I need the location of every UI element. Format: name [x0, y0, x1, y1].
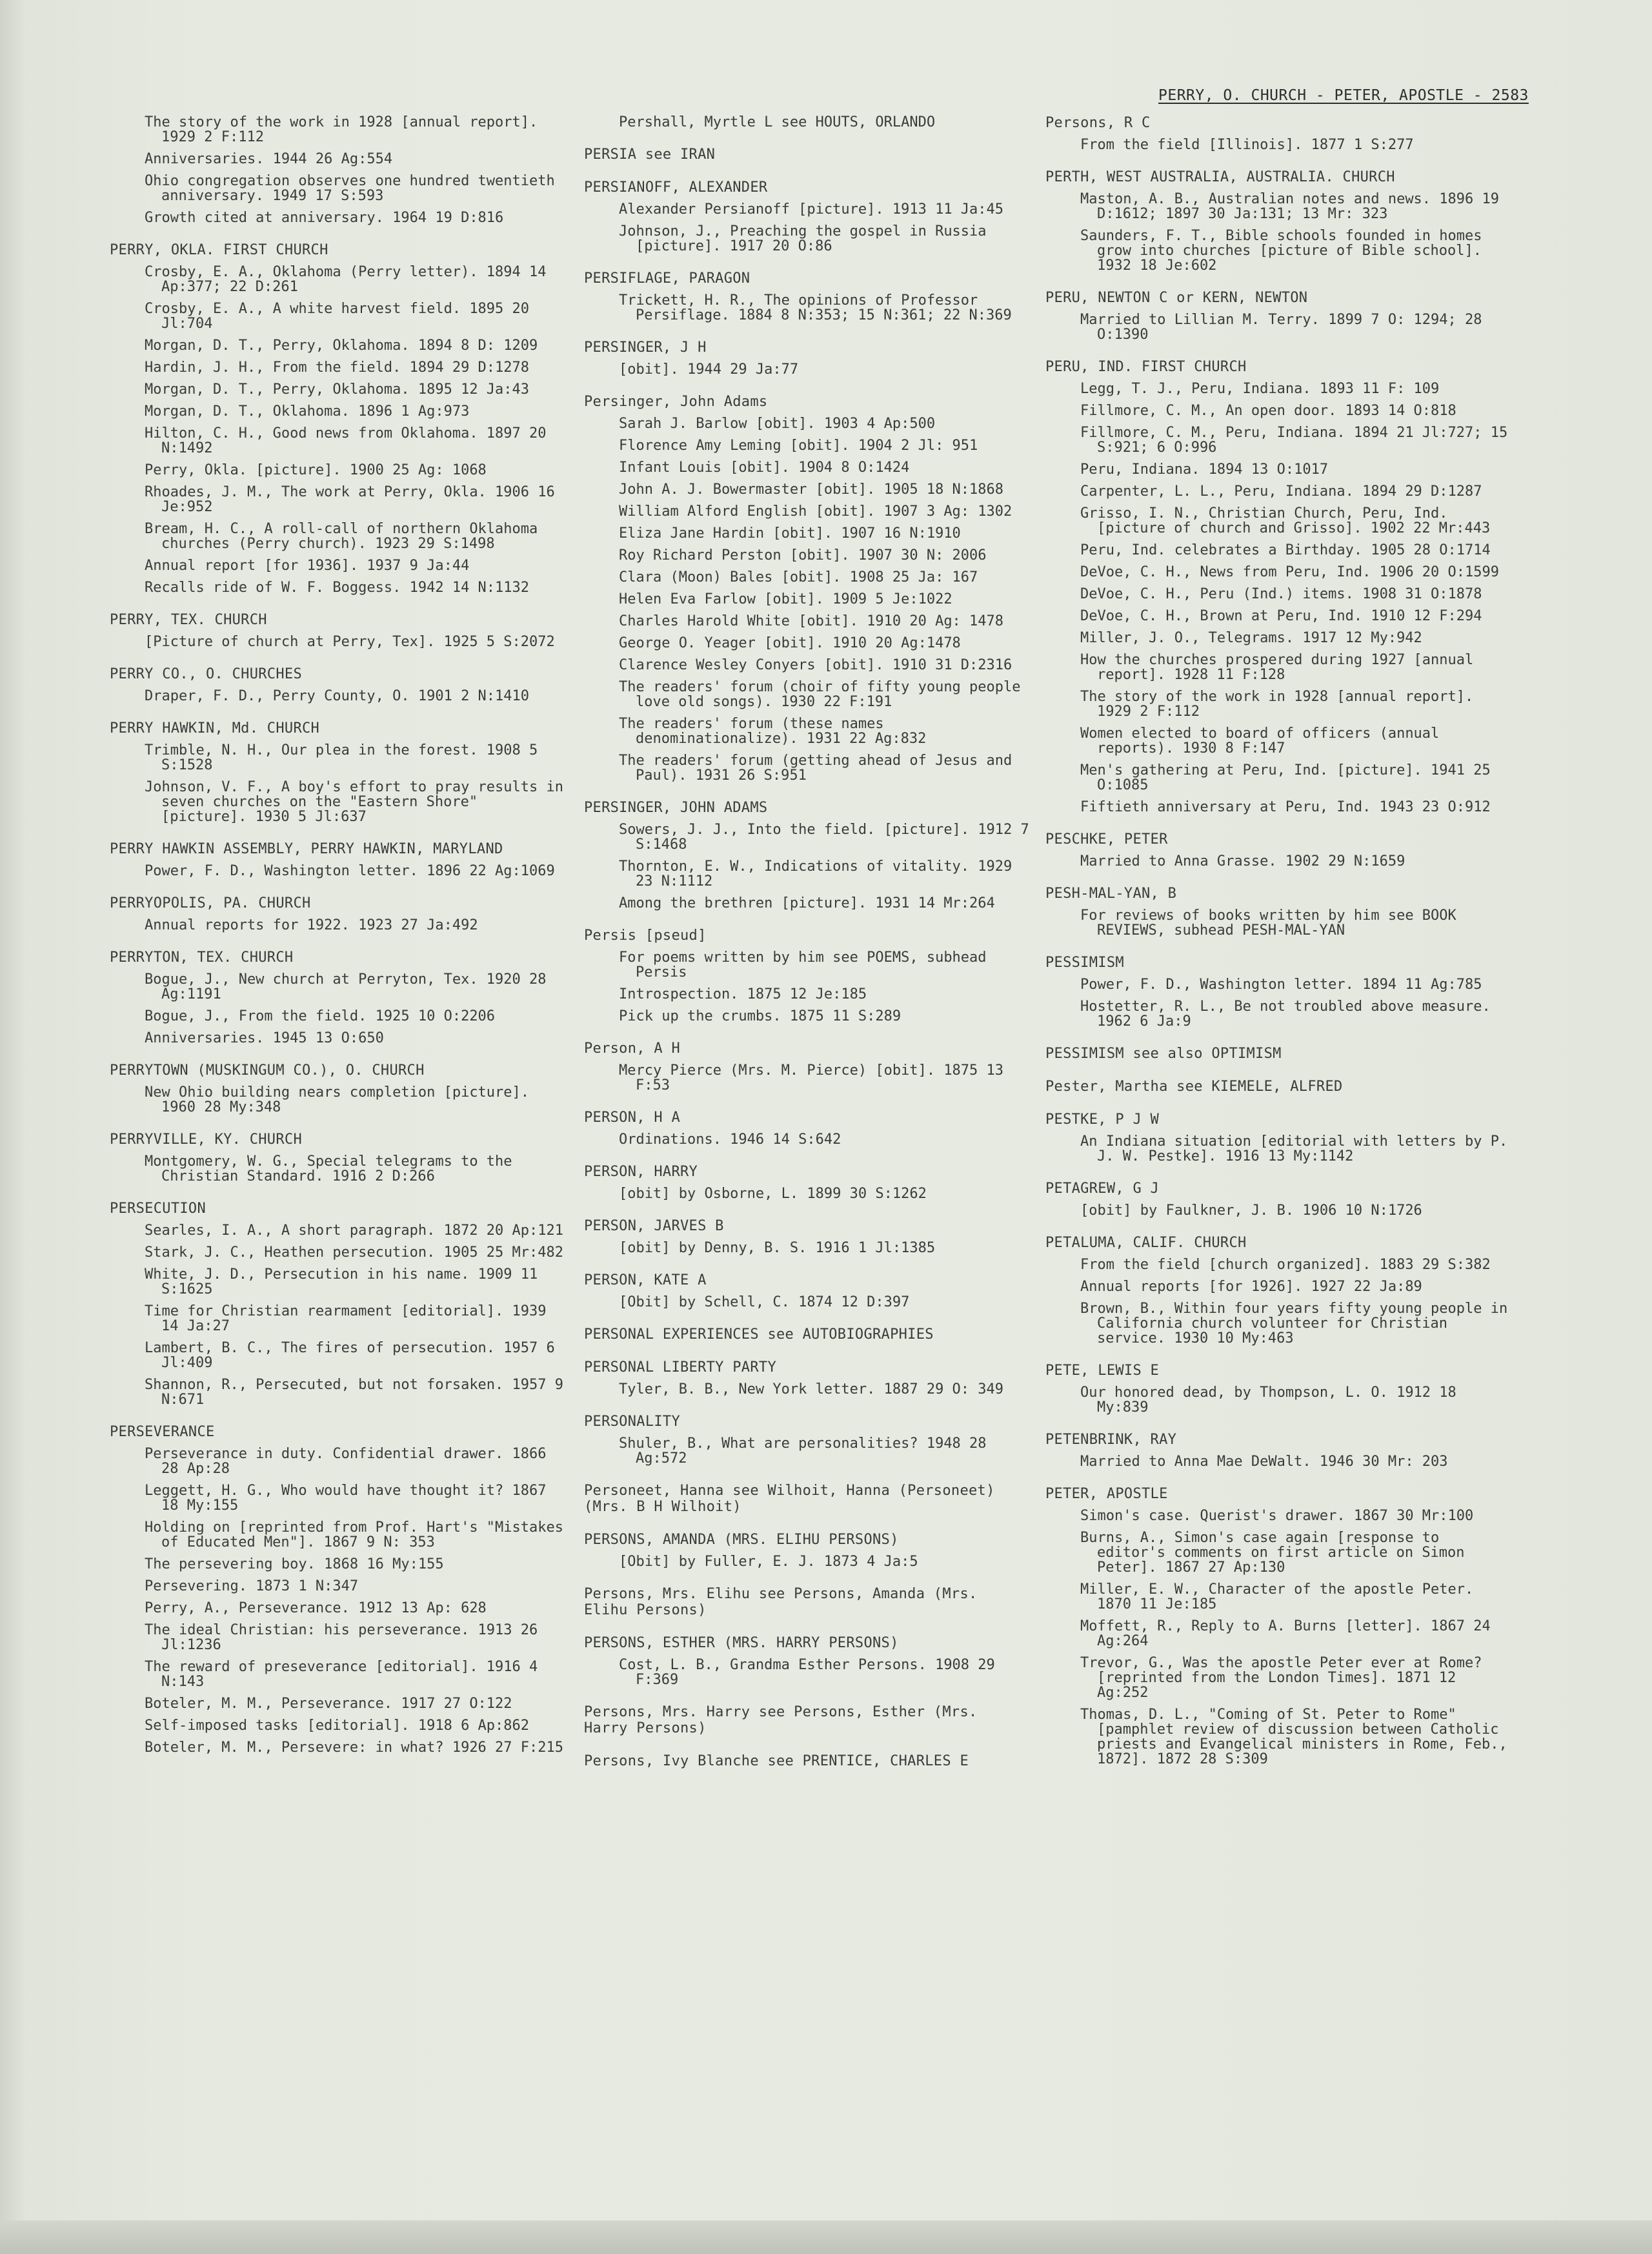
index-item: Anniversaries. 1944 26 Ag:554 [145, 151, 393, 167]
index-item: The story of the work in 1928 [annual report]. 1929 2 F:112 [1080, 689, 1474, 720]
index-entry [110, 115, 565, 225]
index-item: [Picture of church at Perry, Tex]. 1925 5 S:2072 [145, 634, 555, 650]
index-column-3 [1045, 115, 1510, 1774]
index-item: Self-imposed tasks [editorial]. 1918 6 Ap:862 [145, 1718, 530, 1734]
index-item: Boteler, M. M., Persevere: in what? 1926 27 F:215 [145, 1740, 564, 1756]
index-heading: PERRY HAWKIN ASSEMBLY, PERRY HAWKIN, MARYLAND [110, 841, 503, 857]
index-item: Pershall, Myrtle L see HOUTS, ORLANDO [619, 114, 936, 130]
index-item: Boteler, M. M., Perseverance. 1917 27 O:122 [145, 1696, 512, 1712]
index-item: The ideal Christian: his perseverance. 1913 26 Jl:1236 [145, 1622, 538, 1653]
index-entry [1045, 1181, 1510, 1218]
index-item: Rhoades, J. M., The work at Perry, Okla. 1906 16 Je:952 [145, 484, 555, 515]
index-item: Annual reports for 1922. 1923 27 Ja:492 [145, 917, 478, 933]
index-item: [Obit] by Schell, C. 1874 12 D:397 [619, 1294, 910, 1310]
index-heading: PETAGREW, G J [1045, 1181, 1160, 1197]
index-heading: Persons, Ivy Blanche see PRENTICE, CHARLES E [584, 1753, 969, 1769]
index-heading: PERSONAL EXPERIENCES see AUTOBIOGRAPHIES [584, 1326, 934, 1343]
running-head: PERRY, O. CHURCH - PETER, APOSTLE - 2583 [1158, 87, 1529, 104]
index-heading: PETE, LEWIS E [1045, 1363, 1160, 1379]
index-item: Draper, F. D., Perry County, O. 1901 2 N:1410 [145, 688, 530, 704]
index-item: [obit]. 1944 29 Ja:77 [619, 361, 799, 378]
index-entry [584, 1532, 1029, 1569]
index-entry [1045, 169, 1510, 273]
index-item: Sowers, J. J., Into the field. [picture]. 1912 7 S:1468 [619, 822, 1029, 853]
index-entry [1045, 831, 1510, 869]
index-heading: PESSIMISM [1045, 955, 1124, 971]
index-item: Power, F. D., Washington letter. 1896 22 Ag:1069 [145, 863, 555, 879]
index-entry [1045, 886, 1510, 938]
index-entry [110, 1132, 565, 1184]
index-heading: PERSEVERANCE [110, 1424, 215, 1440]
index-entry [584, 1041, 1029, 1093]
index-item: DeVoe, C. H., Peru (Ind.) items. 1908 31 O:1878 [1080, 586, 1482, 602]
index-entry [584, 1635, 1029, 1687]
index-entry [110, 949, 565, 1046]
index-heading: PERSON, HARRY [584, 1164, 698, 1180]
index-entry [584, 1326, 1029, 1343]
index-heading: PERRYOPOLIS, PA. CHURCH [110, 895, 311, 911]
index-item: Saunders, F. T., Bible schools founded in homes grow into churches [picture of Bible school]. 1932 18 Je:602 [1080, 228, 1482, 274]
index-item: Lambert, B. C., The fires of persecution. 1957 6 Jl:409 [145, 1340, 555, 1371]
index-item: Recalls ride of W. F. Boggess. 1942 14 N:1132 [145, 580, 530, 596]
index-item: Our honored dead, by Thompson, L. O. 1912 18 My:839 [1080, 1385, 1456, 1416]
index-heading: PERSON, H A [584, 1110, 680, 1126]
index-item: Simon's case. Querist's drawer. 1867 30 Mr:100 [1080, 1508, 1474, 1524]
index-entry [584, 1753, 1029, 1769]
index-item: Bream, H. C., A roll-call of northern Oklahoma churches (Perry church). 1923 29 S:1498 [145, 521, 538, 552]
index-entry [584, 270, 1029, 323]
index-entry [584, 1704, 1029, 1736]
index-entry [584, 1110, 1029, 1147]
index-heading: PERRYTON, TEX. CHURCH [110, 949, 294, 966]
index-item: Peru, Indiana. 1894 13 O:1017 [1080, 462, 1329, 478]
index-item: From the field [Illinois]. 1877 1 S:277 [1080, 137, 1414, 153]
index-entry [1045, 955, 1510, 1029]
index-item: Grisso, I. N., Christian Church, Peru, Ind. [picture of church and Grisso]. 1902 22 Mr:443 [1080, 505, 1491, 536]
index-item: DeVoe, C. H., News from Peru, Ind. 1906 20 O:1599 [1080, 564, 1500, 580]
index-item: Maston, A. B., Australian notes and news. 1896 19 D:1612; 1897 30 Ja:131; 13 Mr: 323 [1080, 191, 1500, 222]
index-item: Crosby, E. A., Oklahoma (Perry letter). 1894 14 Ap:377; 22 D:261 [145, 264, 547, 295]
index-item: Morgan, D. T., Perry, Oklahoma. 1894 8 D: 1209 [145, 338, 538, 354]
index-item: Shuler, B., What are personalities? 1948 28 Ag:572 [619, 1436, 987, 1467]
index-item: Johnson, J., Preaching the gospel in Russia [picture]. 1917 20 O:86 [619, 223, 987, 254]
index-heading: PERSECUTION [110, 1201, 206, 1217]
index-item: Miller, E. W., Character of the apostle Peter. 1870 11 Je:185 [1080, 1581, 1474, 1612]
index-item: [obit] by Denny, B. S. 1916 1 Jl:1385 [619, 1240, 936, 1256]
index-item: Trimble, N. H., Our plea in the forest. 1908 5 S:1528 [145, 742, 538, 773]
index-item: Alexander Persianoff [picture]. 1913 11 Ja:45 [619, 201, 1004, 218]
index-heading: PERSIANOFF, ALEXANDER [584, 179, 768, 196]
index-entry [584, 394, 1029, 783]
index-item: The readers' forum (getting ahead of Jesus and Paul). 1931 26 S:951 [619, 753, 1012, 784]
index-item: Trickett, H. R., The opinions of Professor Persiflage. 1884 8 N:353; 15 N:361; 22 N:369 [619, 292, 1012, 323]
index-entry [110, 841, 565, 878]
index-heading: PERTH, WEST AUSTRALIA, AUSTRALIA. CHURCH [1045, 169, 1395, 185]
index-entry [1045, 1432, 1510, 1469]
index-item: Mercy Pierce (Mrs. M. Pierce) [obit]. 1875 13 F:53 [619, 1062, 1004, 1093]
index-item: Holding on [reprinted from Prof. Hart's "Mistakes of Educated Men"]. 1867 9 N: 353 [145, 1519, 564, 1550]
index-item: The persevering boy. 1868 16 My:155 [145, 1556, 444, 1572]
index-entry [584, 1359, 1029, 1397]
index-item: Perseverance in duty. Confidential drawer. 1866 28 Ap:28 [145, 1446, 547, 1477]
index-item: An Indiana situation [editorial with letters by P. J. W. Pestke]. 1916 13 My:1142 [1080, 1133, 1508, 1164]
index-item: Among the brethren [picture]. 1931 14 Mr:264 [619, 895, 995, 911]
index-item: Morgan, D. T., Perry, Oklahoma. 1895 12 Ja:43 [145, 381, 530, 398]
index-item: Married to Anna Grasse. 1902 29 N:1659 [1080, 853, 1405, 869]
index-heading: PERRYVILLE, KY. CHURCH [110, 1132, 302, 1148]
index-item: George O. Yeager [obit]. 1910 20 Ag:1478 [619, 635, 961, 651]
index-item: How the churches prospered during 1927 [annual report]. 1928 11 F:128 [1080, 652, 1474, 683]
index-entry [584, 147, 1029, 163]
index-heading: PERU, IND. FIRST CHURCH [1045, 359, 1247, 375]
index-entry [1045, 1486, 1510, 1767]
index-item: Annual reports [for 1926]. 1927 22 Ja:89 [1080, 1279, 1422, 1295]
index-entry [1045, 290, 1510, 342]
index-entry [584, 115, 1029, 130]
index-entry [1045, 1046, 1510, 1062]
index-item: Charles Harold White [obit]. 1910 20 Ag: 1478 [619, 613, 1004, 629]
index-heading: PERRY HAWKIN, Md. CHURCH [110, 720, 320, 736]
index-item: Florence Amy Leming [obit]. 1904 2 Jl: 951 [619, 438, 978, 454]
index-item: John A. J. Bowermaster [obit]. 1905 18 N:1868 [619, 482, 1004, 498]
index-entry [110, 1062, 565, 1115]
index-heading: PESH-MAL-YAN, B [1045, 886, 1177, 902]
index-heading: Persons, Mrs. Elihu see Persons, Amanda (Mrs. Elihu Persons) [584, 1586, 978, 1618]
index-entry [1045, 1235, 1510, 1346]
index-heading: PERRYTOWN (MUSKINGUM CO.), O. CHURCH [110, 1062, 425, 1079]
index-entry [1045, 1112, 1510, 1164]
index-item: Crosby, E. A., A white harvest field. 1895 20 Jl:704 [145, 301, 530, 332]
index-heading: PETALUMA, CALIF. CHURCH [1045, 1235, 1247, 1251]
index-heading: PERSONALITY [584, 1414, 680, 1430]
index-heading: PERSINGER, J H [584, 340, 707, 356]
index-item: Sarah J. Barlow [obit]. 1903 4 Ap:500 [619, 416, 936, 432]
index-item: New Ohio building nears completion [picture]. 1960 28 My:348 [145, 1084, 530, 1115]
index-item: The reward of preseverance [editorial]. 1916 4 N:143 [145, 1659, 538, 1690]
index-item: Growth cited at anniversary. 1964 19 D:816 [145, 210, 504, 226]
index-entry [110, 612, 565, 649]
index-column-1 [110, 115, 565, 1762]
index-heading: PERSIA see IRAN [584, 147, 716, 163]
index-item: Montgomery, W. G., Special telegrams to the Christian Standard. 1916 2 D:266 [145, 1153, 512, 1184]
index-heading: PESSIMISM see also OPTIMISM [1045, 1046, 1282, 1062]
index-item: Power, F. D., Washington letter. 1894 11 Ag:785 [1080, 977, 1482, 993]
index-item: Clarence Wesley Conyers [obit]. 1910 31 D:2316 [619, 657, 1012, 673]
index-entry [584, 928, 1029, 1024]
index-item: [obit] by Faulkner, J. B. 1906 10 N:1726 [1080, 1203, 1422, 1219]
index-item: Anniversaries. 1945 13 O:650 [145, 1030, 384, 1046]
index-entry [584, 1483, 1029, 1515]
index-heading: Persons, Mrs. Harry see Persons, Esther (Mrs. Harry Persons) [584, 1704, 978, 1736]
index-item: Married to Lillian M. Terry. 1899 7 O: 1294; 28 O:1390 [1080, 312, 1482, 343]
index-item: Leggett, H. G., Who would have thought it? 1867 18 My:155 [145, 1483, 547, 1514]
index-heading: Persis [pseud] [584, 928, 707, 944]
index-item: [Obit] by Fuller, E. J. 1873 4 Ja:5 [619, 1554, 918, 1570]
index-heading: Personeet, Hanna see Wilhoit, Hanna (Personeet) (Mrs. B H Wilhoit) [584, 1483, 995, 1515]
index-heading: Pester, Martha see KIEMELE, ALFRED [1045, 1079, 1343, 1095]
index-entry [110, 666, 565, 704]
index-item: Brown, B., Within four years fifty young people in California church volunteer for Christian service. 1930 10 My:463 [1080, 1301, 1508, 1346]
index-item: Miller, J. O., Telegrams. 1917 12 My:942 [1080, 630, 1422, 646]
index-item: Legg, T. J., Peru, Indiana. 1893 11 F: 109 [1080, 381, 1440, 397]
index-item: White, J. D., Persecution in his name. 1909 11 S:1625 [145, 1266, 538, 1297]
index-item: Thornton, E. W., Indications of vitality. 1929 23 N:1112 [619, 858, 1012, 889]
index-heading: PERRY, TEX. CHURCH [110, 612, 267, 628]
index-item: The story of the work in 1928 [annual report]. 1929 2 F:112 [145, 114, 538, 145]
index-entry [1045, 1363, 1510, 1415]
index-item: Stark, J. C., Heathen persecution. 1905 25 Mr:482 [145, 1244, 564, 1261]
index-item: The readers' forum (choir of fifty young people love old songs). 1930 22 F:191 [619, 679, 1021, 710]
index-item: Perry, Okla. [picture]. 1900 25 Ag: 1068 [145, 462, 487, 478]
index-item: Fillmore, C. M., An open door. 1893 14 O:818 [1080, 403, 1456, 419]
index-item: For reviews of books written by him see BOOK REVIEWS, subhead PESH-MAL-YAN [1080, 908, 1456, 939]
index-heading: PERRY, OKLA. FIRST CHURCH [110, 242, 328, 258]
index-item: [obit] by Osborne, L. 1899 30 S:1262 [619, 1186, 927, 1202]
index-item: DeVoe, C. H., Brown at Peru, Ind. 1910 12 F:294 [1080, 608, 1482, 624]
index-item: Burns, A., Simon's case again [response to editor's comments on first article on Simon Peter]. 1867 27 Ap:130 [1080, 1530, 1465, 1576]
index-entry [584, 1218, 1029, 1255]
index-item: Clara (Moon) Bales [obit]. 1908 25 Ja: 167 [619, 569, 978, 585]
index-item: Ohio congregation observes one hundred twentieth anniversary. 1949 17 S:593 [145, 173, 555, 204]
index-heading: PERSONAL LIBERTY PARTY [584, 1359, 776, 1376]
index-entry [584, 340, 1029, 377]
index-item: Pick up the crumbs. 1875 11 S:289 [619, 1008, 902, 1024]
index-item: Hostetter, R. L., Be not troubled above measure. 1962 6 Ja:9 [1080, 999, 1491, 1030]
index-item: Persevering. 1873 1 N:347 [145, 1578, 359, 1594]
index-heading: PERSONS, AMANDA (MRS. ELIHU PERSONS) [584, 1532, 899, 1548]
index-item: Introspection. 1875 12 Je:185 [619, 986, 867, 1002]
index-item: The readers' forum (these names denominationalize). 1931 22 Ag:832 [619, 716, 927, 747]
index-item: Cost, L. B., Grandma Esther Persons. 1908 29 F:369 [619, 1657, 995, 1688]
index-entry [1045, 115, 1510, 152]
index-item: Fillmore, C. M., Peru, Indiana. 1894 21 Jl:727; 15 S:921; 6 O:996 [1080, 425, 1508, 456]
index-item: Bogue, J., From the field. 1925 10 O:2206 [145, 1008, 496, 1024]
index-entry [584, 800, 1029, 911]
index-item: Thomas, D. L., "Coming of St. Peter to Rome" [pamphlet review of discussion between Catholic priests and Evangelical ministers in Rome, Feb., 1872]. 1872 28 S:309 [1080, 1707, 1507, 1767]
index-entry [1045, 359, 1510, 815]
index-heading: PESCHKE, PETER [1045, 831, 1168, 848]
index-item: Trevor, G., Was the apostle Peter ever at Rome? [reprinted from the London Times]. 1871 12 Ag:252 [1080, 1655, 1482, 1701]
index-item: Perry, A., Perseverance. 1912 13 Ap: 628 [145, 1600, 487, 1616]
index-entry [110, 1201, 565, 1407]
index-item: Peru, Ind. celebrates a Birthday. 1905 28 O:1714 [1080, 542, 1491, 558]
index-item: Carpenter, L. L., Peru, Indiana. 1894 29 D:1287 [1080, 483, 1482, 500]
index-item: Shannon, R., Persecuted, but not forsaken. 1957 9 N:671 [145, 1377, 564, 1408]
index-heading: PERSON, KATE A [584, 1272, 707, 1288]
index-item: Ordinations. 1946 14 S:642 [619, 1132, 841, 1148]
index-heading: PETENBRINK, RAY [1045, 1432, 1177, 1448]
index-item: Bogue, J., New church at Perryton, Tex. 1920 28 Ag:1191 [145, 971, 547, 1002]
index-heading: Person, A H [584, 1041, 680, 1057]
index-heading: Persons, R C [1045, 115, 1151, 131]
index-item: Infant Louis [obit]. 1904 8 O:1424 [619, 460, 910, 476]
index-entry [1045, 1079, 1510, 1095]
index-heading: Persinger, John Adams [584, 394, 768, 410]
page-bottom-edge [0, 2220, 1652, 2254]
index-item: Helen Eva Farlow [obit]. 1909 5 Je:1022 [619, 591, 952, 607]
index-column-2 [584, 115, 1029, 1776]
index-item: Searles, I. A., A short paragraph. 1872 20 Ap:121 [145, 1223, 564, 1239]
index-heading: PERSONS, ESTHER (MRS. HARRY PERSONS) [584, 1635, 899, 1651]
index-heading: PERRY CO., O. CHURCHES [110, 666, 302, 682]
index-heading: PERU, NEWTON C or KERN, NEWTON [1045, 290, 1308, 306]
index-item: Johnson, V. F., A boy's effort to pray results in seven churches on the "Eastern Shore" [picture]. 1930 5 Jl:637 [145, 779, 564, 825]
index-item: Fiftieth anniversary at Peru, Ind. 1943 23 O:912 [1080, 799, 1491, 815]
index-entry [584, 1272, 1029, 1310]
index-item: From the field [church organized]. 1883 29 S:382 [1080, 1257, 1491, 1273]
index-item: Men's gathering at Peru, Ind. [picture]. 1941 25 O:1085 [1080, 762, 1491, 793]
index-heading: PESTKE, P J W [1045, 1112, 1160, 1128]
index-entry [110, 242, 565, 595]
index-item: Hilton, C. H., Good news from Oklahoma. 1897 20 N:1492 [145, 425, 547, 456]
index-item: Roy Richard Perston [obit]. 1907 30 N: 2006 [619, 547, 987, 564]
index-item: Time for Christian rearmament [editorial]. 1939 14 Ja:27 [145, 1303, 547, 1334]
index-item: Morgan, D. T., Oklahoma. 1896 1 Ag:973 [145, 403, 470, 420]
index-item: Moffett, R., Reply to A. Burns [letter]. 1867 24 Ag:264 [1080, 1618, 1491, 1649]
index-item: Married to Anna Mae DeWalt. 1946 30 Mr: 203 [1080, 1454, 1448, 1470]
index-heading: PERSIFLAGE, PARAGON [584, 270, 750, 287]
index-item: For poems written by him see POEMS, subhead Persis [619, 949, 987, 980]
index-entry [110, 895, 565, 933]
index-entry [584, 1586, 1029, 1618]
index-entry [584, 1164, 1029, 1201]
index-item: William Alford English [obit]. 1907 3 Ag: 1302 [619, 503, 1012, 520]
index-entry [110, 1424, 565, 1755]
index-item: Women elected to board of officers (annual reports). 1930 8 F:147 [1080, 726, 1440, 756]
index-item: Tyler, B. B., New York letter. 1887 29 O: 349 [619, 1381, 1004, 1397]
index-entry [584, 1414, 1029, 1466]
index-entry [110, 720, 565, 824]
index-item: Annual report [for 1936]. 1937 9 Ja:44 [145, 558, 470, 574]
index-entry [584, 179, 1029, 254]
page-gutter-shadow [0, 0, 26, 2254]
index-item: Hardin, J. H., From the field. 1894 29 D:1278 [145, 360, 530, 376]
index-heading: PETER, APOSTLE [1045, 1486, 1168, 1502]
index-heading: PERSON, JARVES B [584, 1218, 724, 1234]
index-item: Eliza Jane Hardin [obit]. 1907 16 N:1910 [619, 525, 961, 542]
index-heading: PERSINGER, JOHN ADAMS [584, 800, 768, 816]
